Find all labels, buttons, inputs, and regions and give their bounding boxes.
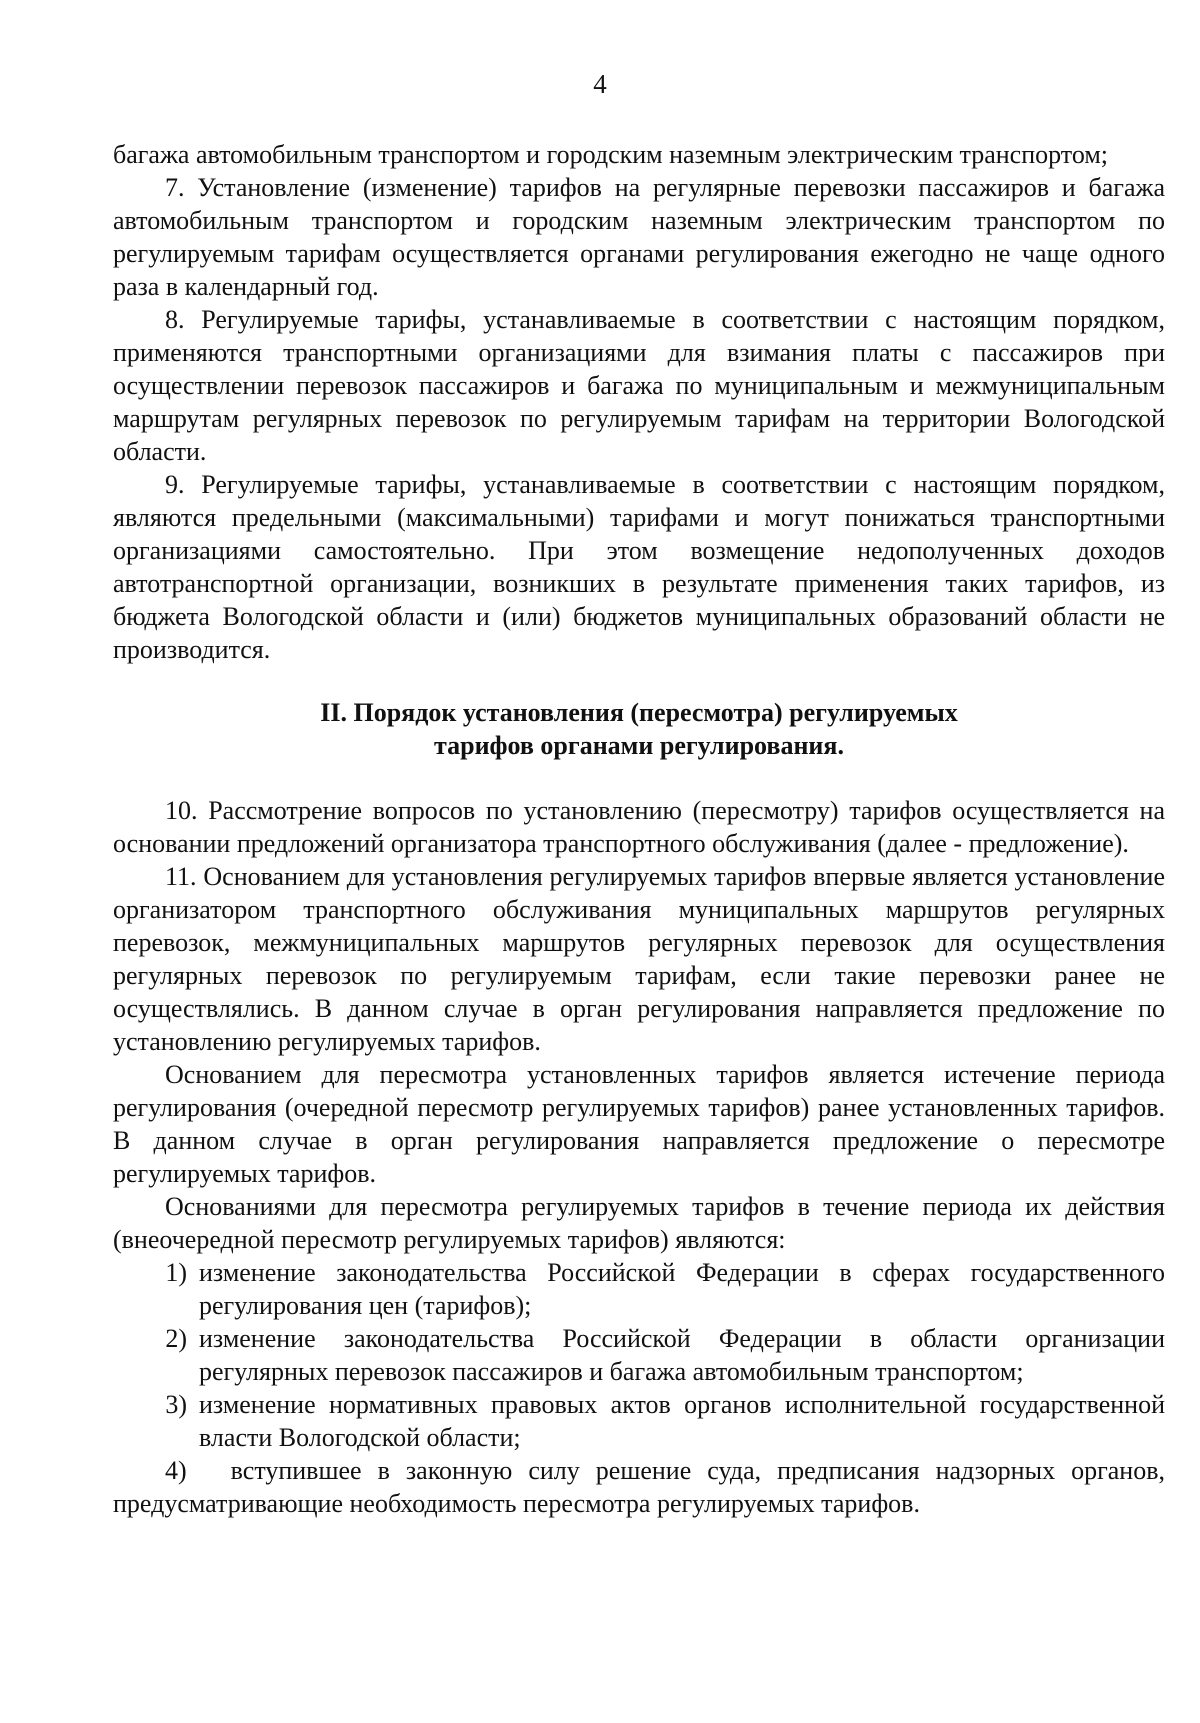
paragraph-8: 8. Регулируемые тарифы, устанавливаемые в соответствии с настоящим порядком, применяются транспортными организациями для взимания платы с пассажиров при осуществлении перевозок пассажиров и багажа по муниципальным и межмуниципальным маршрутам регулярных перевозок по регулируемым тарифам на территории Вологодской области. [113,305,1165,466]
paragraph-7: 7. Установление (изменение) тарифов на регулярные перевозки пассажиров и багажа автомобильным транспортом и городским наземным электрическим транспортом по регулируемым тарифам осуществляется органами регулирования ежегодно не чаще одного раза в календарный год. [113,173,1165,301]
paragraph-continuation: багажа автомобильным транспортом и городским наземным электрическим транспортом; [113,140,1108,169]
page-number: 4 [593,69,607,99]
list-item [113,1388,1165,1454]
section-heading [113,696,1165,762]
paragraph-scheduled-review: Основанием для пересмотра установленных тарифов является истечение периода регулирования (очередной пересмотр регулируемых тарифов) ранее установленных тарифов. В данном случае в орган регулирования направляется предложение о пересмотре регулируемых тарифов. [113,1060,1165,1188]
paragraph-10: 10. Рассмотрение вопросов по установлению (пересмотру) тарифов осуществляется на основании предложений организатора транспортного обслуживания (далее - предложение). [113,796,1165,858]
list-item-4 [113,1454,1165,1520]
paragraph-9: 9. Регулируемые тарифы, устанавливаемые в соответствии с настоящим порядком, являются предельными (максимальными) тарифами и могут понижаться транспортными организациями самостоятельно. При этом возмещение недополученных доходов автотранспортной организации, возникших в результате применения таких тарифов, из бюджета Вологодской области и (или) бюджетов муниципальных образований области не производится. [113,470,1165,664]
document-body [113,138,1165,1520]
list-item-number: 1) [165,1258,187,1287]
list-item-text: изменение нормативных правовых актов органов исполнительной государственной власти Вологодской области; [199,1390,1165,1452]
paragraph-11: 11. Основанием для установления регулируемых тарифов впервые является установление организатором транспортного обслуживания муниципальных маршрутов регулярных перевозок, межмуниципальных маршрутов регулярных перевозок для осуществления регулярных перевозок по регулируемым тарифам, если такие перевозки ранее не осуществлялись. В данном случае в орган регулирования направляется предложение по установлению регулируемых тарифов. [113,862,1165,1056]
section-heading-line-2: тарифов органами регулирования. [434,731,844,760]
list-item-number: 3) [165,1390,187,1419]
section-heading-line-1: II. Порядок установления (пересмотра) регулируемых [320,698,958,727]
list-item [113,1256,1165,1322]
list-item [113,1322,1165,1388]
list-item-4-text: вступившее в законную силу решение суда, предписания надзорных органов, предусматривающие необходимость пересмотра регулируемых тарифов. [113,1456,1165,1518]
list-item-number: 2) [165,1324,187,1353]
list-item-4-number: 4) [165,1456,187,1485]
list-item-text: изменение законодательства Российской Федерации в сферах государственного регулирования цен (тарифов); [199,1258,1165,1320]
list-item-text: изменение законодательства Российской Федерации в области организации регулярных перевозок пассажиров и багажа автомобильным транспортом; [199,1324,1165,1386]
paragraph-extraordinary-review: Основаниями для пересмотра регулируемых тарифов в течение периода их действия (внеочередной пересмотр регулируемых тарифов) являются: [113,1192,1165,1254]
